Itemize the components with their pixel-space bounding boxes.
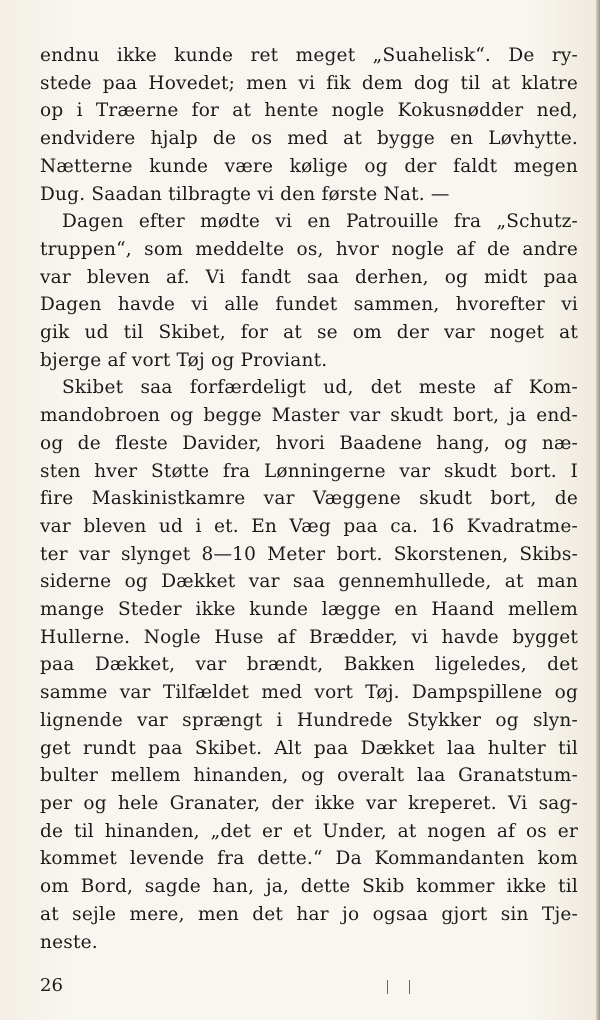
text-line: neste. — [40, 931, 98, 953]
text-line: lignende var sprængt i Hundrede Stykker og slyn- — [40, 709, 578, 731]
text-line: kommet levende fra dette.“ Da Kommandanten kom — [40, 848, 578, 870]
text-line: om Bord, sagde han, ja, dette Skib kommer ikke til — [40, 876, 578, 898]
text-line: var bleven ud i et. En Væg paa ca. 16 Kvadratme- — [40, 515, 578, 537]
text-line: Dug. Saadan tilbragte vi den første Nat. — — [40, 183, 450, 205]
text-line: endnu ikke kunde ret meget „Suahelisk“. De ry- — [40, 45, 578, 66]
text-line: fire Maskinistkamre var Væggene skudt bort, de — [40, 488, 578, 510]
text-line: Hullerne. Nogle Huse af Brædder, vi havde bygget — [40, 626, 578, 648]
text-line: bjerge af vort Tøj og Proviant. — [40, 349, 328, 371]
text-line: mandobroen og begge Master var skudt bort, ja end- — [40, 405, 578, 427]
text-line: at sejle mere, men det har jo ogsaa gjort sin Tje- — [40, 903, 578, 925]
page-number: 26 — [40, 975, 63, 996]
print-mark — [409, 980, 410, 994]
paragraph-start: Skibet saa forfærdeligt ud, det meste af Kom- — [62, 377, 578, 399]
text-line: de til hinanden, „det er et Under, at nogen af os er — [40, 820, 578, 842]
text-line: siderne og Dækket var saa gennemhullede, at man — [40, 571, 578, 593]
text-line: gik ud til Skibet, for at se om der var noget at — [40, 322, 578, 344]
text-line: paa Dækket, var brændt, Bakken ligeledes, det — [40, 654, 578, 676]
text-line: stede paa Hovedet; men vi fik dem dog til at klatre — [40, 72, 578, 94]
text-line: ter var slynget 8—10 Meter bort. Skorstenen, Skibs- — [40, 543, 578, 565]
page-edge — [596, 0, 600, 1020]
text-line: mange Steder ikke kunde lægge en Haand mellem — [40, 599, 578, 621]
text-line: endvidere hjalp de os med at bygge en Løvhytte. — [40, 128, 578, 150]
text-line: var bleven af. Vi fandt saa derhen, og midt paa — [40, 266, 578, 288]
text-line: truppen“, som meddelte os, hvor nogle af de andre — [40, 238, 578, 260]
text-line: samme var Tilfældet med vort Tøj. Dampspillene og — [40, 682, 578, 704]
text-line: Nætterne kunde være kølige og der faldt megen — [40, 155, 578, 177]
print-mark — [387, 980, 388, 994]
text-line: per og hele Granater, der ikke var kreperet. Vi sag- — [40, 792, 578, 814]
text-line: Dagen havde vi alle fundet sammen, hvorefter vi — [40, 294, 578, 316]
text-line: og de fleste Davider, hvori Baadene hang, og næ- — [40, 432, 578, 454]
paragraph-start: Dagen efter mødte vi en Patrouille fra „Schutz- — [62, 211, 578, 233]
text-line: get rundt paa Skibet. Alt paa Dækket laa hulter til — [40, 737, 578, 759]
text-line: op i Træerne for at hente nogle Kokusnødder ned, — [40, 100, 578, 122]
text-line: sten hver Støtte fra Lønningerne var skudt bort. I — [40, 460, 578, 482]
body-text — [40, 42, 578, 956]
text-line: bulter mellem hinanden, og overalt laa Granatstum- — [40, 765, 578, 787]
